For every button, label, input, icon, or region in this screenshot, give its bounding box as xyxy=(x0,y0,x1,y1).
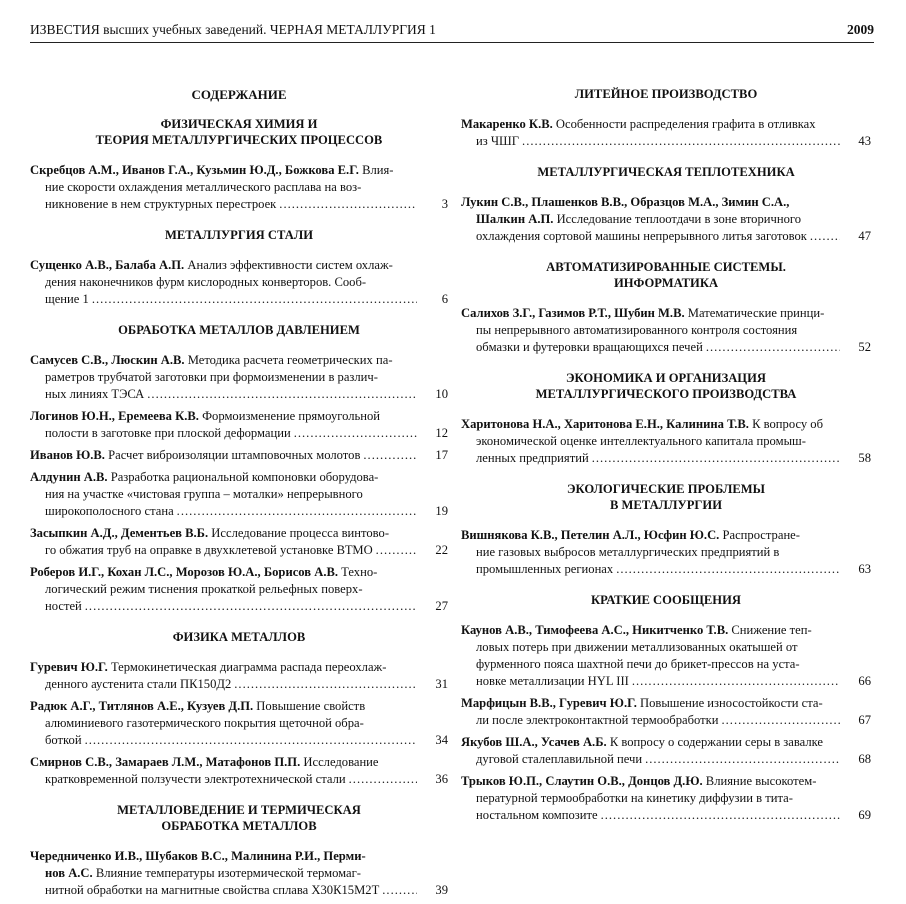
page-number: 66 xyxy=(858,674,871,688)
section-heading: КРАТКИЕ СООБЩЕНИЯ xyxy=(590,593,741,607)
right-column xyxy=(461,82,871,829)
section-heading: МЕТАЛЛОВЕДЕНИЕ И ТЕРМИЧЕСКАЯ ОБРАБОТКА МЕТАЛЛОВ xyxy=(117,803,361,833)
toc-entry[interactable]: Самусев С.В., Люскин А.В. Методика расчета геометрических па- раметров трубчатой заготовки при формоизменении в различ- ных линиях ТЭСА ..... 10 xyxy=(30,352,448,403)
left-column xyxy=(30,82,448,904)
page-number: 39 xyxy=(435,883,448,897)
section-heading: ЛИТЕЙНОЕ ПРОИЗВОДСТВО xyxy=(574,87,758,101)
toc-entry[interactable]: Лукин С.В., Плашенков В.В., Образцов М.А., Зимин С.А., Шалкин А.П. Исследование теплоотдачи в зоне вторичного охлаждения сортовой машины непрерывного литья заготовок ..... 47 xyxy=(461,194,871,245)
page-number: 3 xyxy=(441,197,448,211)
page-number: 22 xyxy=(435,543,448,557)
toc-entry[interactable]: Каунов А.В., Тимофеева А.С., Никитченко Т.В. Снижение теп- ловых потерь при движении металлизованных окатышей от фурменного пояса шахтной печи до брикет-прессов на уста- новке металлизации HYL III ..... 66 xyxy=(461,622,871,690)
toc-entry[interactable]: Марфицын В.В., Гуревич Ю.Г. Повышение износостойкости ста- ли после электроконтактной термообработки ..... 67 xyxy=(461,695,871,729)
year: 2009 xyxy=(847,22,874,37)
toc-entry[interactable]: Засыпкин А.Д., Дементьев В.Б. Исследование процесса винтово- го обжатия труб на оправке в двухклетевой установке ВТМО ..... 22 xyxy=(30,525,448,559)
page-number: 12 xyxy=(435,426,448,440)
page-number: 43 xyxy=(858,134,871,148)
page-number: 52 xyxy=(858,340,871,354)
section-heading: ФИЗИКА МЕТАЛЛОВ xyxy=(172,630,306,644)
page-number: 68 xyxy=(858,752,871,766)
toc-entry[interactable]: Иванов Ю.В. Расчет виброизоляции штамповочных молотов ..... 17 xyxy=(30,447,448,464)
toc-entry[interactable]: Радюк А.Г., Титлянов А.Е., Кузуев Д.П. Повышение свойств алюминиевого газотермического покрытия щеточной обра- боткой ..... 34 xyxy=(30,698,448,749)
page-number: 6 xyxy=(441,292,448,306)
contents-title: СОДЕРЖАНИЕ xyxy=(191,87,287,102)
section-heading: МЕТАЛЛУРГИЧЕСКАЯ ТЕПЛОТЕХНИКА xyxy=(537,165,795,179)
page-number: 27 xyxy=(435,599,448,613)
page-number: 31 xyxy=(435,677,448,691)
section-heading: АВТОМАТИЗИРОВАННЫЕ СИСТЕМЫ. ИНФОРМАТИКА xyxy=(546,260,786,290)
toc-entry[interactable]: Харитонова Н.А., Харитонова Е.Н., Калинина Т.В. К вопросу об экономической оценке интеллектуального капитала промыш- ленных предприятий ..... 58 xyxy=(461,416,871,467)
page-number: 17 xyxy=(435,448,448,462)
toc-entry[interactable]: Смирнов С.В., Замараев Л.М., Матафонов П.П. Исследование кратковременной ползучести электротехнической стали ..... 36 xyxy=(30,754,448,788)
toc-entry[interactable]: Скребцов А.М., Иванов Г.А., Кузьмин Ю.Д., Божкова Е.Г. Влия- ние скорости охлаждения металлического расплава на воз- никновение в нем структурных перестроек ..... 3 xyxy=(30,162,448,213)
toc-entry[interactable]: Салихов З.Г., Газимов Р.Т., Шубин М.В. Математические принци- пы непрерывного автоматизированного контроля состояния обмазки и футеровки вращающихся печей ..... 52 xyxy=(461,305,871,356)
toc-entry[interactable]: Макаренко К.В. Особенности распределения графита в отливках из ЧШГ ..... 43 xyxy=(461,116,871,150)
page-number: 19 xyxy=(435,504,448,518)
page-number: 69 xyxy=(858,808,871,822)
section-heading: МЕТАЛЛУРГИЯ СТАЛИ xyxy=(164,228,314,242)
page-number: 67 xyxy=(858,713,871,727)
toc-entry[interactable]: Гуревич Ю.Г. Термокинетическая диаграмма распада переохлаж- денного аустенита стали ПК150Д2 ..... 31 xyxy=(30,659,448,693)
section-heading: ЭКОЛОГИЧЕСКИЕ ПРОБЛЕМЫ В МЕТАЛЛУРГИИ xyxy=(567,482,765,512)
toc-entry[interactable]: Роберов И.Г., Кохан Л.С., Морозов Ю.А., Борисов А.В. Техно- логический режим тиснения прокаткой рельефных поверх- ностей ..... 27 xyxy=(30,564,448,615)
section-heading: ФИЗИЧЕСКАЯ ХИМИЯ И ТЕОРИЯ МЕТАЛЛУРГИЧЕСКИХ ПРОЦЕССОВ xyxy=(95,117,383,147)
toc-entry[interactable]: Сущенко А.В., Балаба А.П. Анализ эффективности систем охлаж- дения наконечников фурм кислородных конверторов. Сооб- щение 1 ..... 6 xyxy=(30,257,448,308)
journal-title: ИЗВЕСТИЯ высших учебных заведений. ЧЕРНАЯ МЕТАЛЛУРГИЯ 1 xyxy=(30,22,436,37)
toc-entry[interactable]: Якубов Ш.А., Усачев А.Б. К вопросу о содержании серы в завалке дуговой сталеплавильной печи ..... 68 xyxy=(461,734,871,768)
page-number: 47 xyxy=(858,229,871,243)
page-number: 36 xyxy=(435,772,448,786)
toc-entry[interactable]: Трыков Ю.П., Слаутин О.В., Донцов Д.Ю. Влияние высокотем- пературной термообработки на кинетику диффузии в тита- ностальном композите ..... 69 xyxy=(461,773,871,824)
toc-entry[interactable]: Чередниченко И.В., Шубаков В.С., Малинина Р.И., Перми- нов А.С. Влияние температуры изотермической термомаг- нитной обработки на магнитные свойства сплава Х30К15М2Т ..... 39 xyxy=(30,848,448,899)
page-number: 10 xyxy=(435,387,448,401)
header-rule xyxy=(30,42,874,43)
page-number: 63 xyxy=(858,562,871,576)
running-header xyxy=(30,22,874,42)
toc-entry[interactable]: Вишнякова К.В., Петелин А.Л., Юсфин Ю.С. Распростране- ние газовых выбросов металлургических предприятий в промышленных регионах ..... 63 xyxy=(461,527,871,578)
page-number: 58 xyxy=(858,451,871,465)
toc-entry[interactable]: Алдунин А.В. Разработка рациональной компоновки оборудова- ния на участке «чистовая группа – моталки» непрерывного широкополосного стана ..... 19 xyxy=(30,469,448,520)
section-heading: ЭКОНОМИКА И ОРГАНИЗАЦИЯ МЕТАЛЛУРГИЧЕСКОГО ПРОИЗВОДСТВА xyxy=(535,371,797,401)
page-number: 34 xyxy=(435,733,448,747)
section-heading: ОБРАБОТКА МЕТАЛЛОВ ДАВЛЕНИЕМ xyxy=(118,323,360,337)
toc-entry[interactable]: Логинов Ю.Н., Еремеева К.В. Формоизменение прямоугольной полости в заготовке при плоской деформации ..... 12 xyxy=(30,408,448,442)
